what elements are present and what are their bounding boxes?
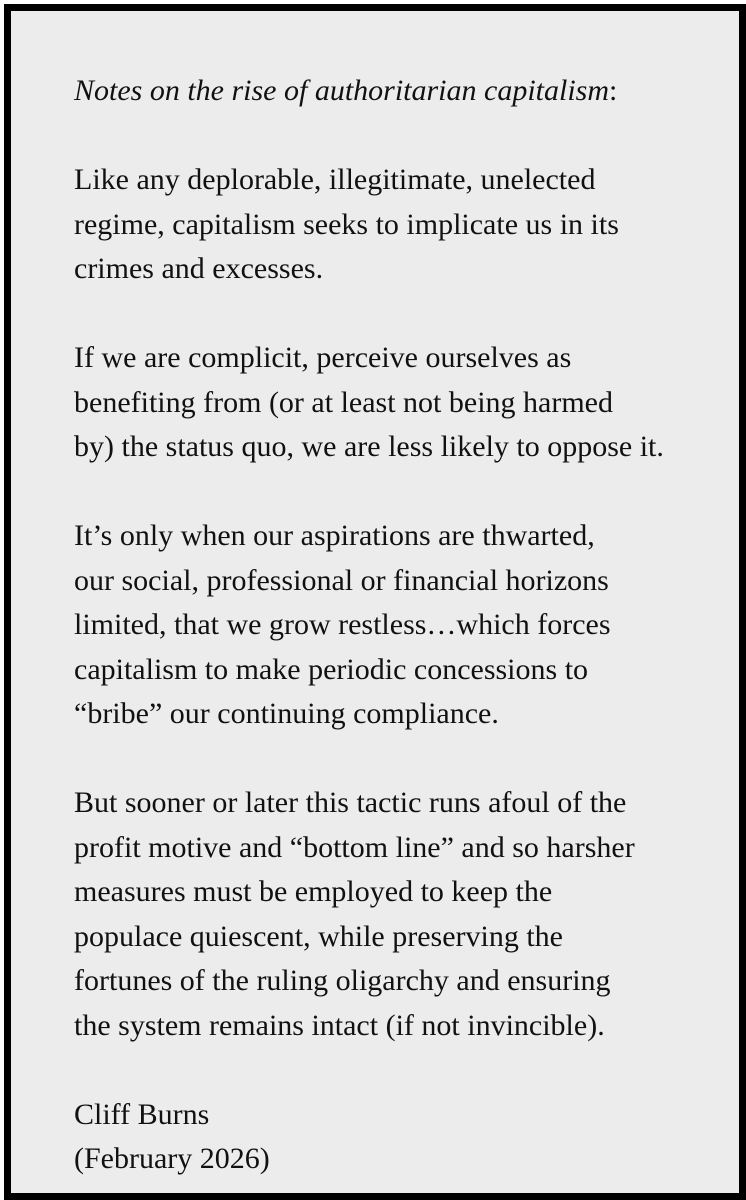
paragraph-gap (74, 1048, 734, 1093)
paragraph-line: benefiting from (or at least not being harmed (74, 385, 613, 419)
paragraph-line: It’s only when our aspirations are thwarted, (74, 519, 595, 552)
paragraph-gap (74, 292, 734, 337)
paragraph-line: crimes and excesses. (74, 252, 324, 285)
paragraph-line: limited, that we grow restless…which forces (74, 608, 611, 641)
paragraph-line: But sooner or later this tactic runs afoul of the (74, 786, 627, 819)
note-card (4, 4, 746, 1200)
paragraph-line: our social, professional or financial horizons (74, 563, 609, 597)
paragraph-line: fortunes of the ruling oligarchy and ensuring (74, 964, 611, 997)
note-title: Notes on the rise of authoritarian capitalism (74, 74, 610, 107)
signature-block (74, 1093, 734, 1182)
paragraph-gap (74, 470, 734, 515)
paragraph-line: regime, capitalism seeks to implicate us in its (74, 207, 619, 241)
paragraph-line: If we are complicit, perceive ourselves as (74, 341, 572, 374)
paragraph-3 (74, 514, 734, 737)
paragraph-1 (74, 158, 734, 292)
paragraph-line: “bribe” our continuing compliance. (74, 697, 499, 730)
note-text (74, 69, 734, 1182)
paragraph-line: profit motive and “bottom line” and so harsher (74, 830, 635, 864)
note-title-colon: : (609, 74, 618, 107)
paragraph-gap (74, 114, 734, 159)
paragraph-line: measures must be employed to keep the (74, 875, 553, 908)
paragraph-line: Like any deplorable, illegitimate, unelected (74, 163, 596, 196)
signature-date: (February 2026) (74, 1142, 270, 1175)
paragraph-4 (74, 781, 734, 1048)
paragraph-line: populace quiescent, while preserving the (74, 919, 563, 953)
note-title-line (74, 69, 734, 114)
paragraph-line: the system remains intact (if not invincible). (74, 1008, 605, 1042)
paragraph-2 (74, 336, 734, 470)
paragraph-line: by) the status quo, we are less likely to oppose it. (74, 430, 664, 463)
author-name: Cliff Burns (74, 1097, 210, 1131)
paragraph-line: capitalism to make periodic concessions to (74, 652, 589, 686)
paragraph-gap (74, 737, 734, 782)
